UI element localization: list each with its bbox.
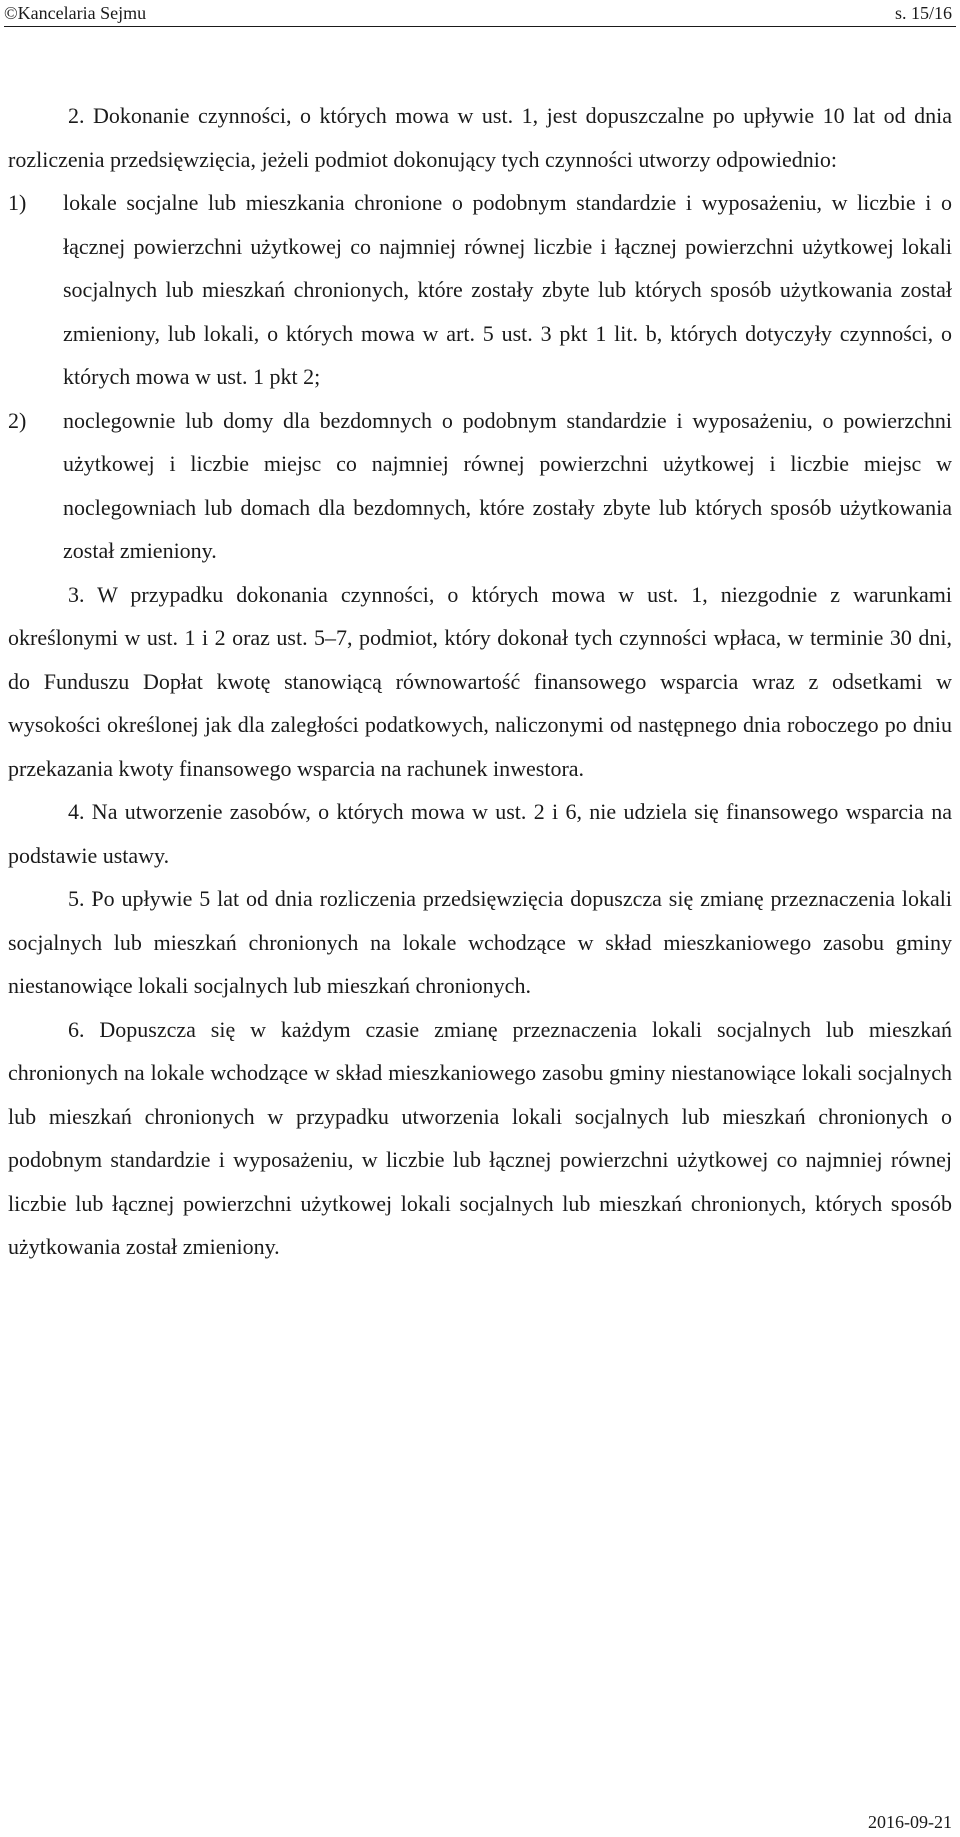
footer-date: 2016-09-21: [868, 1812, 952, 1832]
page-number: s. 15/16: [894, 3, 952, 23]
document-body: [8, 94, 952, 1269]
page-header: [0, 0, 960, 26]
page-footer: [868, 1811, 952, 1833]
paragraph-ust-5: 5. Po upływie 5 lat od dnia rozliczenia przedsięwzięcia dopuszcza się zmianę przeznaczenia lokali socjalnych lub mieszkań chronionych na lokale wchodzące w skład mieszkaniowego zasobu gminy niestanowiące lokali socjalnych lub mieszkań chronionych.: [8, 886, 952, 998]
paragraph-ust-6: 6. Dopuszcza się w każdym czasie zmianę przeznaczenia lokali socjalnych lub mieszkań chronionych na lokale wchodzące w skład mieszkaniowego zasobu gminy niestanowiące lokali socjalnych lub mieszkań chronionych w przypadku utworzenia lokali socjalnych lub mieszkań chronionych o podobnym standardzie i wyposażeniu, w liczbie lub łącznej powierzchni użytkowej co najmniej równej liczbie lub łącznej powierzchni użytkowej lokali socjalnych lub mieszkań chronionych, których sposób użytkowania został zmieniony.: [8, 1016, 952, 1259]
publisher-label: ©Kancelaria Sejmu: [4, 3, 147, 23]
paragraph-ust-4: 4. Na utworzenie zasobów, o których mowa w ust. 2 i 6, nie udziela się finansowego wsparcia na podstawie ustawy.: [8, 799, 952, 868]
paragraph-ust-2: 2. Dokonanie czynności, o których mowa w ust. 1, jest dopuszczalne po upływie 10 lat od dnia rozliczenia przedsięwzięcia, jeżeli podmiot dokonujący tych czynności utworzy odpowiednio:: [8, 103, 952, 172]
list-item-2: [8, 399, 952, 573]
list-item-text: noclegownie lub domy dla bezdomnych o podobnym standardzie i wyposażeniu, o powierzchni użytkowej i liczbie miejsc co najmniej równej powierzchni użytkowej i liczbie miejsc w noclegowniach lub domach dla bezdomnych, które zostały zbyte lub których sposób użytkowania został zmieniony.: [63, 407, 952, 563]
list-item-number: 2): [8, 407, 27, 433]
list-item-text: lokale socjalne lub mieszkania chronione o podobnym standardzie i wyposażeniu, w liczbie i o łącznej powierzchni użytkowej co najmniej równej liczbie i łącznej powierzchni użytkowej lokali socjalnych lub mieszkań chronionych, które zostały zbyte lub których sposób użytkowania został zmieniony, lub lokali, o których mowa w art. 5 ust. 3 pkt 1 lit. b, których dotyczyły czynności, o których mowa w ust. 1 pkt 2;: [63, 190, 952, 389]
list-item-1: [8, 181, 952, 399]
header-divider: [4, 26, 956, 27]
paragraph-ust-3: 3. W przypadku dokonania czynności, o których mowa w ust. 1, niezgodnie z warunkami określonymi w ust. 1 i 2 oraz ust. 5–7, podmiot, który dokonał tych czynności wpłaca, w terminie 30 dni, do Funduszu Dopłat kwotę stanowiącą równowartość finansowego wsparcia wraz z odsetkami w wysokości określonej jak dla zaległości podatkowych, naliczonymi od następnego dnia roboczego po dniu przekazania kwoty finansowego wsparcia na rachunek inwestora.: [8, 581, 952, 781]
list-item-number: 1): [8, 190, 27, 215]
